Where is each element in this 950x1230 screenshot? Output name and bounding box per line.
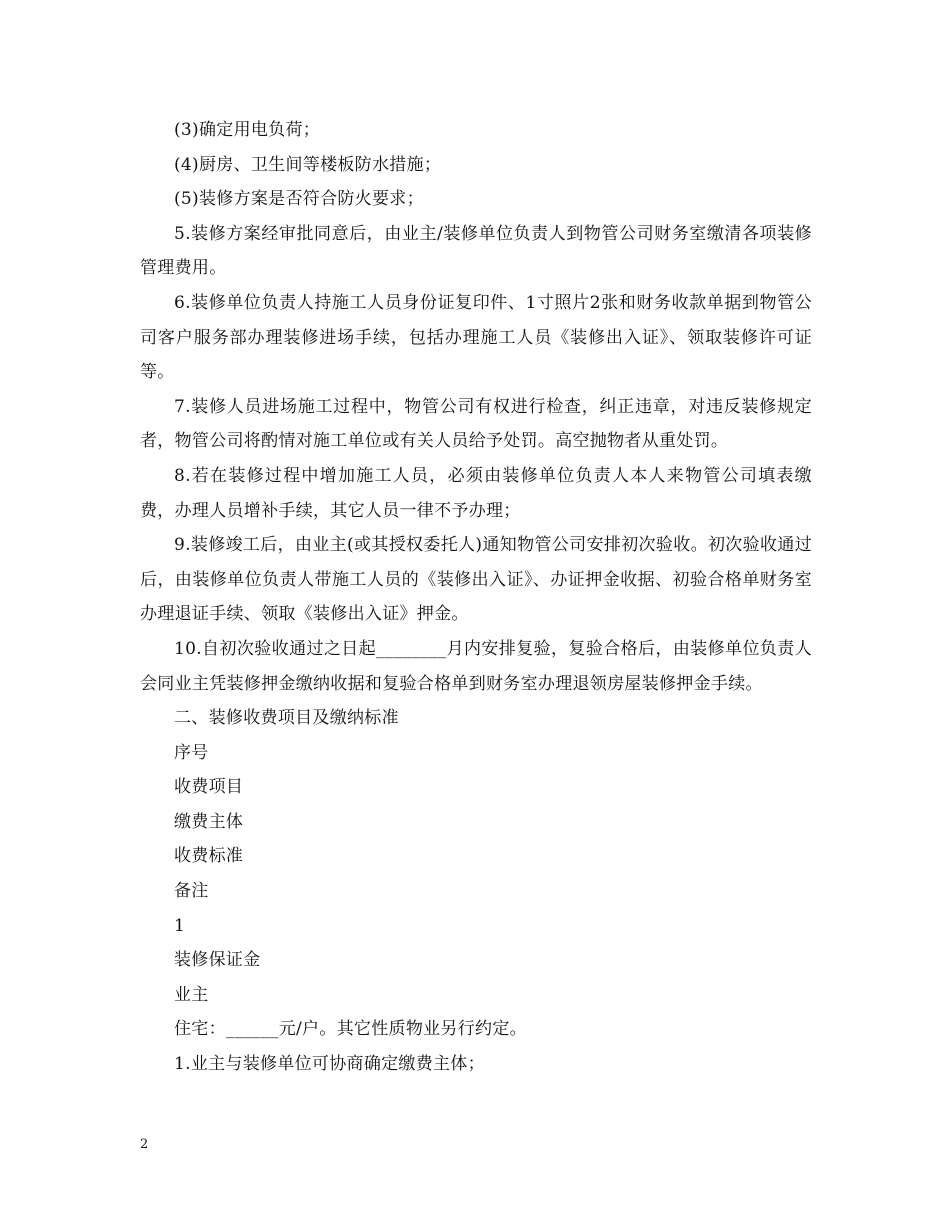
paragraph: 6.装修单位负责人持施工人员身份证复印件、1寸照片2张和财务收款单据到物管公司客户服务部办理装修进场手续，包括办理施工人员《装修出入证》、领取装修许可证等。: [140, 292, 812, 383]
table-cell-text: 1: [174, 915, 186, 936]
table-cell-text: 序号: [174, 742, 209, 763]
paragraph: 1.业主与装修单位可协商确定缴费主体；: [174, 1054, 485, 1075]
page-number: 2: [140, 1137, 149, 1152]
table-cell-text: 收费项目: [174, 777, 244, 798]
table-cell-text: 收费标准: [174, 846, 244, 867]
paragraph: 7.装修人员进场施工过程中，物管公司有权进行检查，纠正违章，对违反装修规定者，物管公司将酌情对施工单位或有关人员给予处罚。高空抛物者从重处罚。: [140, 396, 812, 452]
table-cell-text: 备注: [174, 881, 209, 902]
paragraph: 8.若在装修过程中增加施工人员，必须由装修单位负责人本人来物管公司填表缴费，办理人员增补手续，其它人员一律不予办理；: [140, 465, 812, 521]
section-heading: 二、装修收费项目及缴纳标准: [174, 708, 399, 729]
paragraph: 9.装修竣工后，由业主(或其授权委托人)通知物管公司安排初次验收。初次验收通过后，由装修单位负责人带施工人员的《装修出入证》、办证押金收据、初验合格单财务室办理退证手续、领取《装修出入证》押金。: [140, 535, 812, 625]
document-body: [140, 113, 812, 1082]
table-cell-text: 缴费主体: [174, 811, 244, 832]
paragraph: (5)装修方案是否符合防火要求；: [174, 189, 424, 210]
paragraph: 5.装修方案经审批同意后，由业主/装修单位负责人到物管公司财务室缴清各项装修管理费用。: [140, 223, 812, 279]
paragraph: 10.自初次验收通过之日起________月内安排复验，复验合格后，由装修单位负责人会同业主凭装修押金缴纳收据和复验合格单到财务室办理退领房屋装修押金手续。: [140, 638, 812, 694]
table-cell-text: 业主: [174, 984, 209, 1005]
paragraph: (4)厨房、卫生间等楼板防水措施；: [174, 154, 442, 175]
table-cell-text: 装修保证金: [174, 950, 261, 971]
paragraph: (3)确定用电负荷；: [174, 120, 321, 140]
table-cell-text: 住宅：______元/户。其它性质物业另行约定。: [174, 1019, 527, 1040]
